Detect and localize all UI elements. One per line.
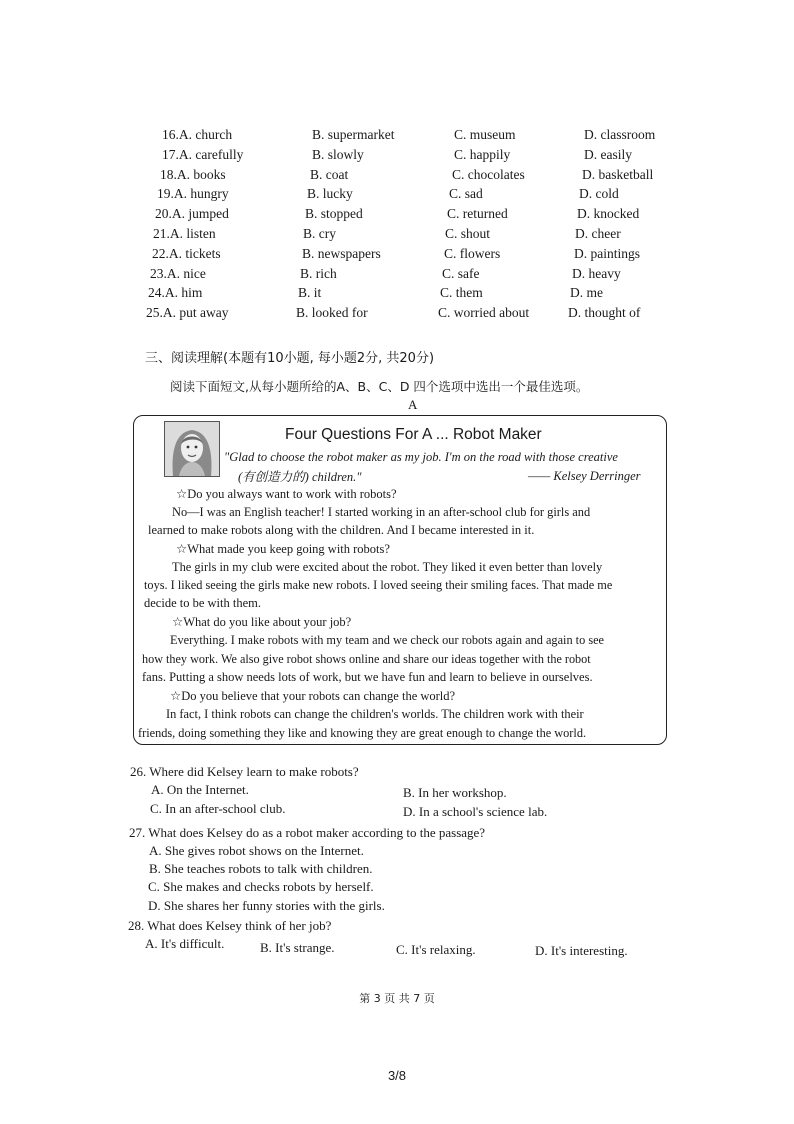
question-28-stem: 28. What does Kelsey think of her job?: [128, 918, 332, 933]
question-26-stem: 26. Where did Kelsey learn to make robots?: [130, 764, 359, 779]
option-a: 21.A. listen: [153, 225, 216, 241]
quote-line-1: "Glad to choose the robot maker as my job. I'm on the road with those creative: [224, 450, 618, 464]
answer-2-line-2: toys. I liked seeing the girls make new robots. I loved seeing their smiling faces. That made me: [144, 578, 613, 592]
page-number: 3/8: [387, 1068, 407, 1083]
question-27-option-c: C. She makes and checks robots by herself.: [148, 879, 374, 894]
option-c: C. sad: [449, 186, 483, 202]
option-d: D. basketball: [582, 166, 654, 182]
answer-4-line-2: friends, doing something they like and knowing they are great enough to change the world.: [138, 726, 587, 740]
option-c: C. them: [440, 285, 483, 301]
cloze-row-23: [150, 266, 670, 286]
option-a: 22.A. tickets: [152, 245, 221, 261]
answer-3-line-1: Everything. I make robots with my team and we check our robots again and again to see: [170, 633, 605, 647]
option-b: B. cry: [303, 225, 336, 241]
passage-label: A: [408, 397, 418, 412]
answer-3-line-2: how they work. We also give robot shows online and share our ideas together with the robot: [142, 652, 591, 666]
portrait-photo: [164, 421, 220, 477]
answer-2-line-3: decide to be with them.: [144, 596, 261, 610]
question-27-option-d: D. She shares her funny stories with the girls.: [148, 898, 385, 913]
cloze-row-24: [148, 285, 668, 305]
option-b: B. slowly: [312, 146, 364, 162]
option-b: B. it: [298, 285, 322, 301]
option-b: B. rich: [300, 265, 337, 281]
quote-line-2: (有创造力的) children.": [238, 470, 362, 484]
answer-2-line-1: The girls in my club were excited about the robot. They liked it even better than lovely: [172, 560, 603, 574]
cloze-row-21: [153, 226, 673, 246]
option-d: D. classroom: [584, 127, 656, 142]
section-instruction: 阅读下面短文,从每小题所给的A、B、C、D 四个选项中选出一个最佳选项。: [170, 379, 589, 394]
option-b: B. supermarket: [312, 127, 395, 142]
question-26-option-d: D. In a school's science lab.: [403, 804, 548, 819]
option-b: B. coat: [310, 166, 349, 182]
option-d: D. paintings: [574, 245, 640, 261]
cloze-options: [146, 127, 672, 325]
passage-title: Four Questions For A ... Robot Maker: [285, 426, 542, 443]
question-27-option-a: A. She gives robot shows on the Internet.: [149, 843, 364, 858]
option-a: 24.A. him: [148, 285, 203, 301]
interview-question-3: ☆What do you like about your job?: [172, 615, 352, 629]
option-d: D. me: [570, 285, 603, 301]
question-28-option-a: A. It's difficult.: [145, 936, 225, 951]
section-title: 三、阅读理解(本题有10小题, 每小题2分, 共20分): [145, 351, 435, 366]
option-b: B. looked for: [296, 305, 368, 321]
option-d: D. easily: [584, 146, 632, 162]
answer-1-line-2: learned to make robots along with the children. And I became interested in it.: [148, 523, 535, 537]
option-a: 16.A. church: [162, 127, 233, 142]
question-28-option-c: C. It's relaxing.: [396, 942, 476, 957]
option-d: D. knocked: [577, 206, 640, 222]
cloze-row-19: [157, 186, 677, 206]
question-27-option-b: B. She teaches robots to talk with children.: [149, 861, 373, 876]
interview-question-4: ☆Do you believe that your robots can change the world?: [170, 689, 456, 703]
page-footer: 第 3 页 共 7 页: [359, 992, 435, 1005]
option-b: B. lucky: [307, 186, 353, 202]
option-c: C. worried about: [438, 305, 530, 321]
answer-4-line-1: In fact, I think robots can change the children's worlds. The children work with their: [166, 707, 584, 721]
quote-author: —— Kelsey Derringer: [528, 469, 641, 483]
question-26-option-b: B. In her workshop.: [403, 785, 507, 800]
portrait-image: [165, 422, 219, 476]
question-26-option-a: A. On the Internet.: [151, 782, 249, 797]
option-c: C. happily: [454, 146, 511, 162]
option-d: D. cheer: [575, 225, 621, 241]
answer-3-line-3: fans. Putting a show needs lots of work, but we have fun and learn to believe in ourselves.: [142, 670, 593, 684]
cloze-row-17: [162, 147, 682, 167]
option-a: 18.A. books: [160, 166, 226, 182]
option-d: D. thought of: [568, 305, 641, 321]
cloze-row-20: [155, 206, 675, 226]
interview-question-1: ☆Do you always want to work with robots?: [176, 487, 397, 501]
option-c: C. returned: [447, 206, 508, 222]
option-a: 19.A. hungry: [157, 186, 229, 202]
option-d: D. cold: [579, 186, 619, 202]
option-c: C. flowers: [444, 245, 501, 261]
answer-1-line-1: No—I was an English teacher! I started working in an after-school club for girls and: [172, 505, 591, 519]
question-28-option-d: D. It's interesting.: [535, 943, 628, 958]
option-c: C. chocolates: [452, 166, 525, 182]
interview-question-2: ☆What made you keep going with robots?: [176, 542, 390, 556]
option-c: C. museum: [454, 127, 516, 142]
option-c: C. shout: [445, 225, 491, 241]
option-c: C. safe: [442, 265, 480, 281]
question-28-option-b: B. It's strange.: [260, 940, 335, 955]
option-d: D. heavy: [572, 265, 621, 281]
cloze-row-25: [146, 305, 666, 325]
cloze-row-18: [160, 167, 680, 187]
question-27-stem: 27. What does Kelsey do as a robot maker according to the passage?: [129, 825, 486, 840]
cloze-row-16: [162, 127, 682, 147]
cloze-row-22: [152, 246, 672, 266]
option-b: B. newspapers: [302, 245, 381, 261]
option-b: B. stopped: [305, 206, 363, 222]
option-a: 23.A. nice: [150, 265, 206, 281]
question-26-option-c: C. In an after-school club.: [150, 801, 286, 816]
option-a: 17.A. carefully: [162, 146, 244, 162]
option-a: 25.A. put away: [146, 305, 229, 321]
option-a: 20.A. jumped: [155, 206, 229, 222]
